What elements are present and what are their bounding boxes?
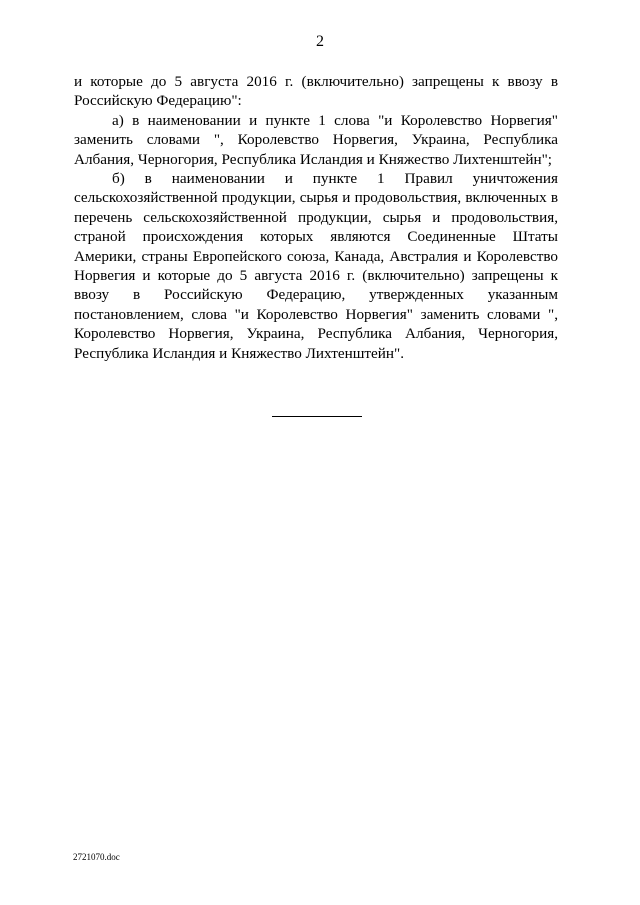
paragraph-item-a: а) в наименовании и пункте 1 слова "и Королевство Норвегия" заменить словами ", Королевство Норвегия, Украина, Республика Албания, Черногория, Республика Исландия и Княжество Лихтенштейн";: [74, 111, 558, 168]
paragraph-item-b: б) в наименовании и пункте 1 Правил уничтожения сельскохозяйственной продукции, сырья и продовольствия, включенных в перечень сельскохозяйственной продукции, сырья и продовольствия, страной происхождения которых являются Соединенные Штаты Америки, страны Европейского союза, Канада, Австралия и Королевство Норвегия и которые до 5 августа 2016 г. (включительно) запрещены к ввозу в Российскую Федерацию, утвержденных указанным постановлением, слова "и Королевство Норвегия" заменить словами ", Королевство Норвегия, Украина, Республика Албания, Черногория, Республика Исландия и Княжество Лихтенштейн".: [74, 170, 558, 362]
end-separator-line: [272, 416, 362, 417]
page-number: 2: [316, 33, 324, 50]
document-body: [74, 72, 558, 363]
paragraph-continuation: и которые до 5 августа 2016 г. (включительно) запрещены к ввозу в Российскую Федерацию":: [74, 73, 558, 110]
document-code: 2721070.doc: [73, 852, 120, 862]
